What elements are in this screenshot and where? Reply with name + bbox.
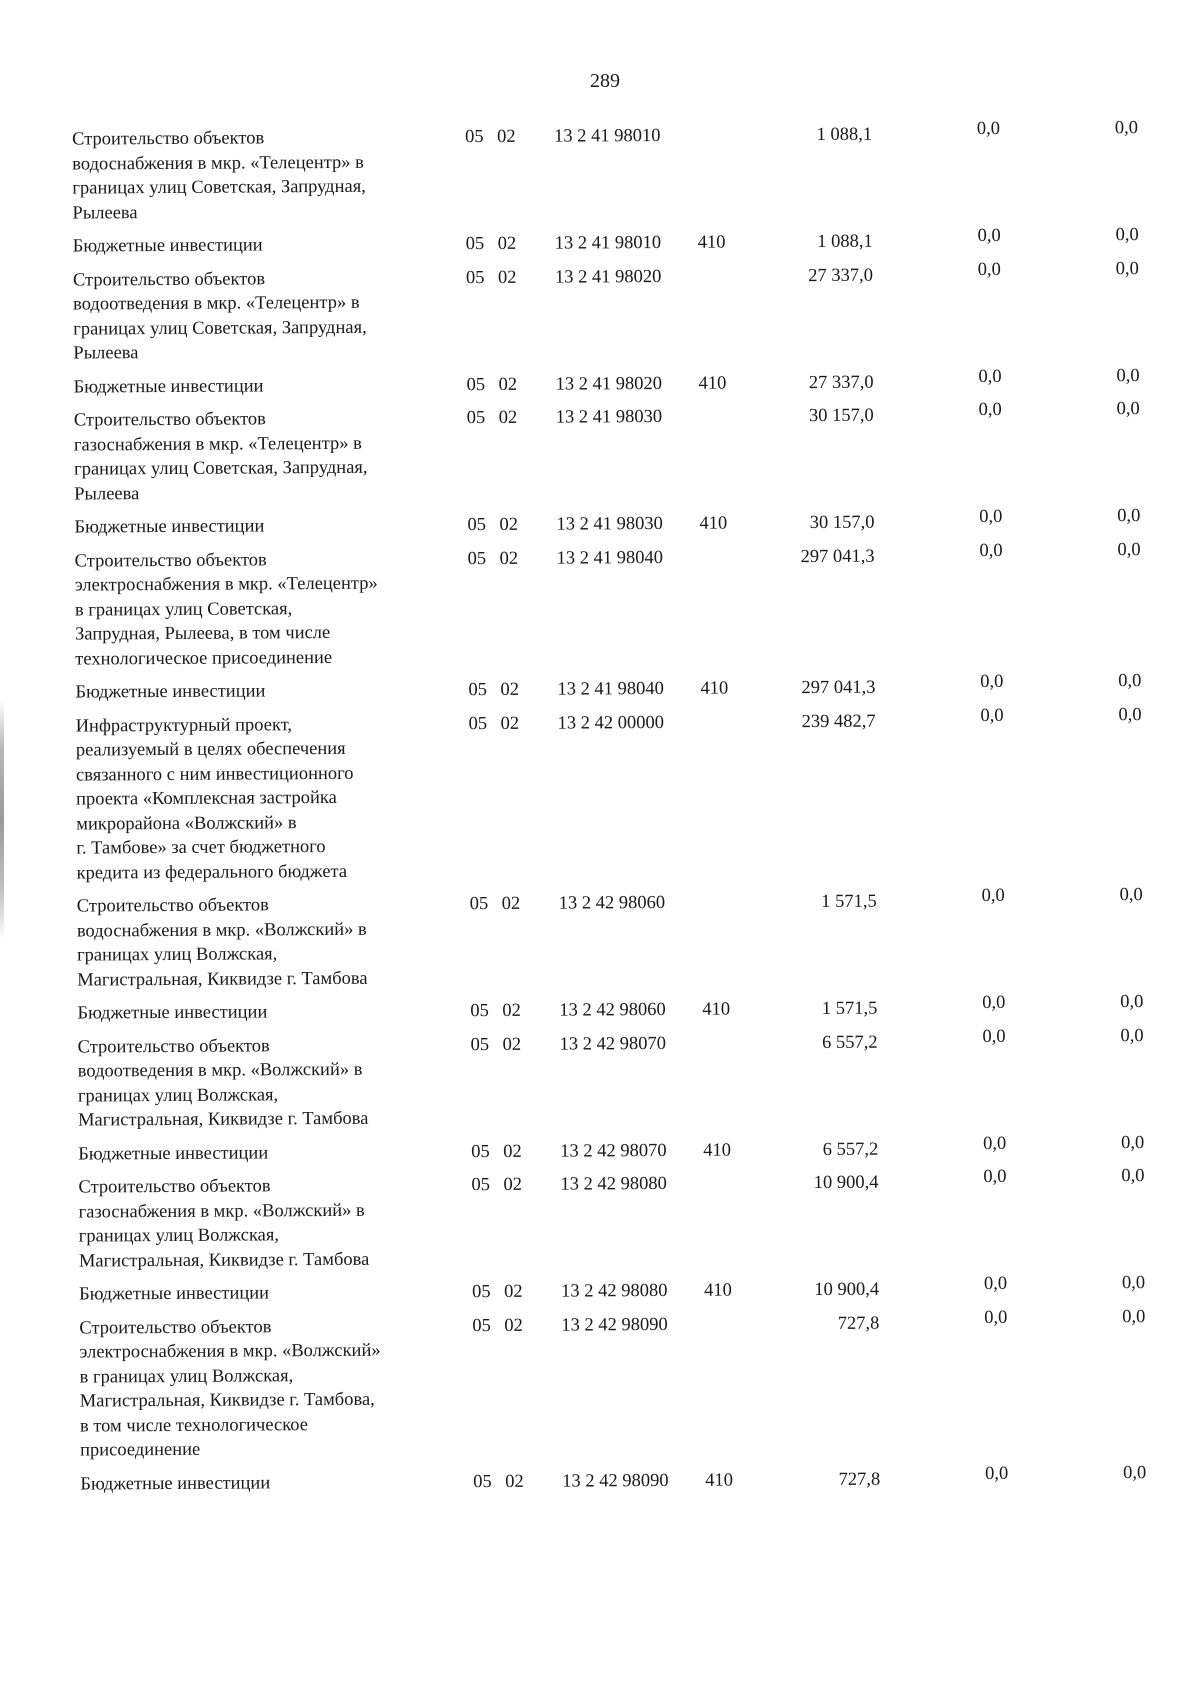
row-name-line: Бюджетные инвестиции xyxy=(78,1142,269,1165)
row-name xyxy=(74,513,444,540)
row-name-line: электроснабжения в мкр. «Телецентр» xyxy=(74,573,378,596)
amount-year-2: 0,0 xyxy=(978,366,1002,387)
table-row xyxy=(4,704,1200,886)
row-name xyxy=(73,232,443,259)
table-row xyxy=(2,506,1200,541)
row-name xyxy=(73,266,444,366)
amount-year-1: 297 041,3 xyxy=(801,677,876,699)
target-article-code: 13 2 42 98060 xyxy=(558,892,666,914)
row-name-line: микрорайона «Волжский» в xyxy=(76,812,297,835)
amount-year-1: 1 571,5 xyxy=(821,891,877,912)
row-name-line: границах улиц Советская, Запрудная, xyxy=(72,176,366,199)
amount-year-3: 0,0 xyxy=(1116,365,1140,386)
amount-year-2: 0,0 xyxy=(981,885,1005,907)
amount-year-2: 0,0 xyxy=(980,671,1004,693)
row-name-line: электроснабжения в мкр. «Волжский» xyxy=(79,1340,381,1363)
row-name-line: Бюджетные инвестиции xyxy=(77,1002,268,1024)
table-row xyxy=(7,1306,1200,1463)
target-article-code: 13 2 42 98090 xyxy=(561,1314,668,1336)
row-name xyxy=(79,1314,450,1463)
row-name-line: Строительство объектов xyxy=(76,895,269,917)
amount-year-1: 1 088,1 xyxy=(816,124,873,146)
row-name-line: в границах улиц Советская, xyxy=(74,598,293,621)
target-article-code: 13 2 42 98070 xyxy=(560,1140,667,1162)
row-name-line: границах улиц Волжская, xyxy=(78,1225,280,1247)
subsection-code: 02 xyxy=(504,1315,523,1336)
amount-year-2: 0,0 xyxy=(983,1133,1007,1154)
table-row xyxy=(3,539,1200,672)
expense-type-code: 410 xyxy=(700,678,729,699)
row-name-line: присоединение xyxy=(80,1439,201,1461)
amount-year-3: 0,0 xyxy=(1114,118,1139,139)
row-name-line: Бюджетные инвестиции xyxy=(73,375,264,398)
amount-year-3: 0,0 xyxy=(1120,992,1144,1013)
section-code: 05 xyxy=(472,1282,491,1303)
row-name xyxy=(74,373,444,400)
row-name-line: газоснабжения в мкр. «Волжский» в xyxy=(78,1200,365,1223)
amount-year-2: 0,0 xyxy=(982,1026,1006,1047)
row-name-line: Бюджетные инвестиции xyxy=(72,235,263,257)
amount-year-1: 297 041,3 xyxy=(800,546,875,567)
row-name-line: границах улиц Волжская, xyxy=(76,944,278,966)
amount-year-1: 27 337,0 xyxy=(808,265,873,286)
row-name-line: водоснабжения в мкр. «Телецентр» в xyxy=(72,152,364,175)
section-code: 05 xyxy=(466,374,486,395)
row-name-line: Строительство объектов xyxy=(77,1035,270,1058)
table-row xyxy=(6,1132,1200,1167)
target-article-code: 13 2 41 98010 xyxy=(554,232,662,254)
amount-year-2: 0,0 xyxy=(977,225,1001,247)
amount-year-1: 6 557,2 xyxy=(822,1032,878,1053)
target-article-code: 13 2 41 98020 xyxy=(554,266,662,288)
row-name xyxy=(78,1173,449,1273)
row-name-line: реализуемый в целях обеспечения xyxy=(75,738,346,761)
amount-year-1: 30 157,0 xyxy=(808,405,874,427)
row-name xyxy=(79,1280,449,1307)
table-row xyxy=(2,365,1200,400)
row-name-line: Строительство объектов xyxy=(72,268,266,291)
table-row xyxy=(0,118,1200,226)
section-code: 05 xyxy=(467,548,487,569)
section-code: 05 xyxy=(467,515,486,536)
row-name-line: Рылеева xyxy=(72,202,138,224)
amount-year-2: 0,0 xyxy=(985,1463,1009,1484)
amount-year-2: 0,0 xyxy=(978,399,1002,421)
row-name-line: Бюджетные инвестиции xyxy=(74,516,265,538)
target-article-code: 13 2 41 98030 xyxy=(555,406,663,428)
section-code: 05 xyxy=(465,127,484,148)
section-code: 05 xyxy=(470,1001,489,1022)
subsection-code: 02 xyxy=(498,374,518,395)
subsection-code: 02 xyxy=(501,893,521,914)
row-name-line: в том числе технологическое xyxy=(79,1414,309,1437)
target-article-code: 13 2 42 98090 xyxy=(562,1470,669,1492)
table-row xyxy=(6,1166,1200,1274)
table-row xyxy=(7,1273,1200,1308)
subsection-code: 02 xyxy=(503,1174,523,1195)
amount-year-2: 0,0 xyxy=(983,1273,1008,1295)
row-name xyxy=(77,892,448,992)
amount-year-1: 727,8 xyxy=(837,1313,880,1334)
row-name-line: границах улиц Волжская, xyxy=(77,1084,279,1107)
amount-year-3: 0,0 xyxy=(1120,1025,1144,1046)
section-code: 05 xyxy=(472,1315,491,1336)
row-name xyxy=(78,1140,448,1167)
amount-year-1: 10 900,4 xyxy=(814,1279,880,1301)
amount-year-3: 0,0 xyxy=(1119,885,1143,906)
amount-year-1: 1 088,1 xyxy=(817,231,873,253)
row-name-line: газоснабжения в мкр. «Телецентр» в xyxy=(73,433,362,456)
row-name xyxy=(78,1033,449,1133)
section-code: 05 xyxy=(465,234,485,255)
row-name-line: водоотведения в мкр. «Волжский» в xyxy=(77,1059,363,1082)
subsection-code: 02 xyxy=(498,407,518,428)
amount-year-3: 0,0 xyxy=(1118,671,1142,692)
target-article-code: 13 2 41 98040 xyxy=(557,678,664,700)
section-code: 05 xyxy=(468,680,488,701)
target-article-code: 13 2 42 98070 xyxy=(559,1033,667,1055)
row-name-line: Инфраструктурный проект, xyxy=(75,714,293,737)
page-number: 289 xyxy=(590,70,620,92)
amount-year-1: 727,8 xyxy=(838,1469,881,1490)
subsection-code: 02 xyxy=(502,1034,522,1055)
row-name xyxy=(80,1470,450,1497)
section-code: 05 xyxy=(471,1175,491,1196)
amount-year-1: 1 571,5 xyxy=(821,998,878,1019)
amount-year-3: 0,0 xyxy=(1121,1132,1145,1153)
amount-year-1: 239 482,7 xyxy=(801,711,876,732)
row-name-line: Бюджетные инвестиции xyxy=(75,681,266,703)
row-name xyxy=(77,999,447,1026)
expense-type-code: 410 xyxy=(703,1140,732,1161)
amount-year-1: 27 337,0 xyxy=(808,372,874,393)
table-row xyxy=(8,1462,1200,1497)
amount-year-2: 0,0 xyxy=(984,1307,1008,1328)
subsection-code: 02 xyxy=(503,1141,522,1162)
subsection-code: 02 xyxy=(497,267,517,288)
row-name xyxy=(72,125,443,225)
subsection-code: 02 xyxy=(505,1471,524,1492)
subsection-code: 02 xyxy=(497,126,516,147)
target-article-code: 13 2 41 98040 xyxy=(556,547,664,569)
row-name-line: г. Тамбове» за счет бюджетного xyxy=(76,837,326,859)
subsection-code: 02 xyxy=(497,233,517,254)
amount-year-3: 0,0 xyxy=(1118,704,1142,725)
row-name-line: Строительство объектов xyxy=(78,1176,271,1198)
expense-type-code: 410 xyxy=(702,999,731,1020)
target-article-code: 13 2 42 98060 xyxy=(559,999,666,1021)
row-name-line: Бюджетные инвестиции xyxy=(80,1472,271,1495)
section-code: 05 xyxy=(466,408,486,429)
table-row xyxy=(1,225,1200,260)
amount-year-2: 0,0 xyxy=(976,118,1001,140)
row-name-line: Строительство объектов xyxy=(73,409,266,431)
amount-year-3: 0,0 xyxy=(1121,1273,1146,1294)
row-name-line: границах улиц Советская, Запрудная, xyxy=(73,317,367,340)
amount-year-1: 30 157,0 xyxy=(809,512,875,534)
expense-type-code: 410 xyxy=(697,232,726,253)
row-name-line: кредита из федерального бюджета xyxy=(76,861,348,884)
amount-year-3: 0,0 xyxy=(1117,506,1141,527)
amount-year-2: 0,0 xyxy=(982,992,1006,1014)
table-row xyxy=(1,258,1200,366)
row-name-line: проекта «Комплексная застройка xyxy=(76,787,337,810)
subsection-code: 02 xyxy=(499,514,518,535)
row-name xyxy=(76,712,447,886)
target-article-code: 13 2 41 98010 xyxy=(554,125,661,147)
row-name-line: Рылеева xyxy=(74,483,140,505)
amount-year-2: 0,0 xyxy=(979,506,1003,528)
row-name-line: Магистральная, Киквидзе г. Тамбова, xyxy=(79,1389,375,1412)
subsection-code: 02 xyxy=(504,1281,523,1302)
section-code: 05 xyxy=(469,894,489,915)
amount-year-2: 0,0 xyxy=(980,705,1004,726)
expense-type-code: 410 xyxy=(704,1280,732,1301)
row-name-line: Магистральная, Киквидзе г. Тамбова xyxy=(78,1249,370,1272)
amount-year-2: 0,0 xyxy=(979,540,1003,561)
amount-year-3: 0,0 xyxy=(1115,225,1139,246)
subsection-code: 02 xyxy=(499,548,519,569)
amount-year-3: 0,0 xyxy=(1115,258,1139,279)
row-name-line: границах улиц Советская, Запрудная, xyxy=(74,457,368,480)
row-name xyxy=(75,547,446,672)
row-name-line: Магистральная, Киквидзе г. Тамбова xyxy=(78,1108,369,1131)
amount-year-1: 10 900,4 xyxy=(813,1172,879,1194)
row-name-line: Строительство объектов xyxy=(72,128,265,150)
subsection-code: 02 xyxy=(500,679,520,700)
table-row xyxy=(6,1025,1200,1133)
section-code: 05 xyxy=(471,1141,490,1162)
amount-year-3: 0,0 xyxy=(1121,1166,1145,1187)
section-code: 05 xyxy=(470,1034,490,1055)
target-article-code: 13 2 41 98020 xyxy=(555,373,663,395)
row-name xyxy=(75,678,445,705)
section-code: 05 xyxy=(468,713,488,734)
amount-year-3: 0,0 xyxy=(1117,539,1141,560)
row-name-line: Бюджетные инвестиции xyxy=(79,1283,270,1305)
section-code: 05 xyxy=(465,267,485,288)
table-row xyxy=(5,992,1200,1027)
target-article-code: 13 2 42 98080 xyxy=(561,1280,668,1302)
subsection-code: 02 xyxy=(500,713,520,734)
row-name-line: Строительство объектов xyxy=(74,549,267,572)
expense-type-code: 410 xyxy=(699,513,728,534)
row-name xyxy=(74,406,445,506)
section-code: 05 xyxy=(473,1471,492,1492)
target-article-code: 13 2 42 98080 xyxy=(560,1173,667,1195)
expense-type-code: 410 xyxy=(698,373,727,394)
amount-year-2: 0,0 xyxy=(983,1166,1007,1188)
amount-year-3: 0,0 xyxy=(1116,399,1140,420)
amount-year-3: 0,0 xyxy=(1123,1462,1147,1483)
target-article-code: 13 2 42 00000 xyxy=(557,712,665,734)
expense-type-code: 410 xyxy=(705,1470,734,1491)
table-row xyxy=(5,885,1200,993)
target-article-code: 13 2 41 98030 xyxy=(556,513,663,535)
row-name-line: водоснабжения в мкр. «Волжский» в xyxy=(76,919,367,942)
amount-year-3: 0,0 xyxy=(1122,1306,1146,1327)
subsection-code: 02 xyxy=(502,1000,521,1021)
amount-year-2: 0,0 xyxy=(977,259,1001,280)
row-name-line: Рылеева xyxy=(73,343,139,364)
table-row xyxy=(2,399,1200,507)
row-name-line: Магистральная, Киквидзе г. Тамбова xyxy=(77,968,368,991)
budget-table xyxy=(0,118,1200,1506)
row-name-line: Строительство объектов xyxy=(79,1316,272,1339)
row-name-line: технологическое присоединение xyxy=(75,647,333,670)
scan-edge-artifact xyxy=(0,700,4,940)
row-name-line: водоотведения в мкр. «Телецентр» в xyxy=(73,292,360,315)
row-name-line: в границах улиц Волжская, xyxy=(79,1365,294,1388)
table-row xyxy=(3,671,1200,706)
table-body xyxy=(0,118,1200,1497)
row-name-line: связанного с ним инвестиционного xyxy=(75,763,354,786)
row-name-line: Запрудная, Рылеева, в том числе xyxy=(75,622,331,645)
amount-year-1: 6 557,2 xyxy=(822,1139,879,1160)
